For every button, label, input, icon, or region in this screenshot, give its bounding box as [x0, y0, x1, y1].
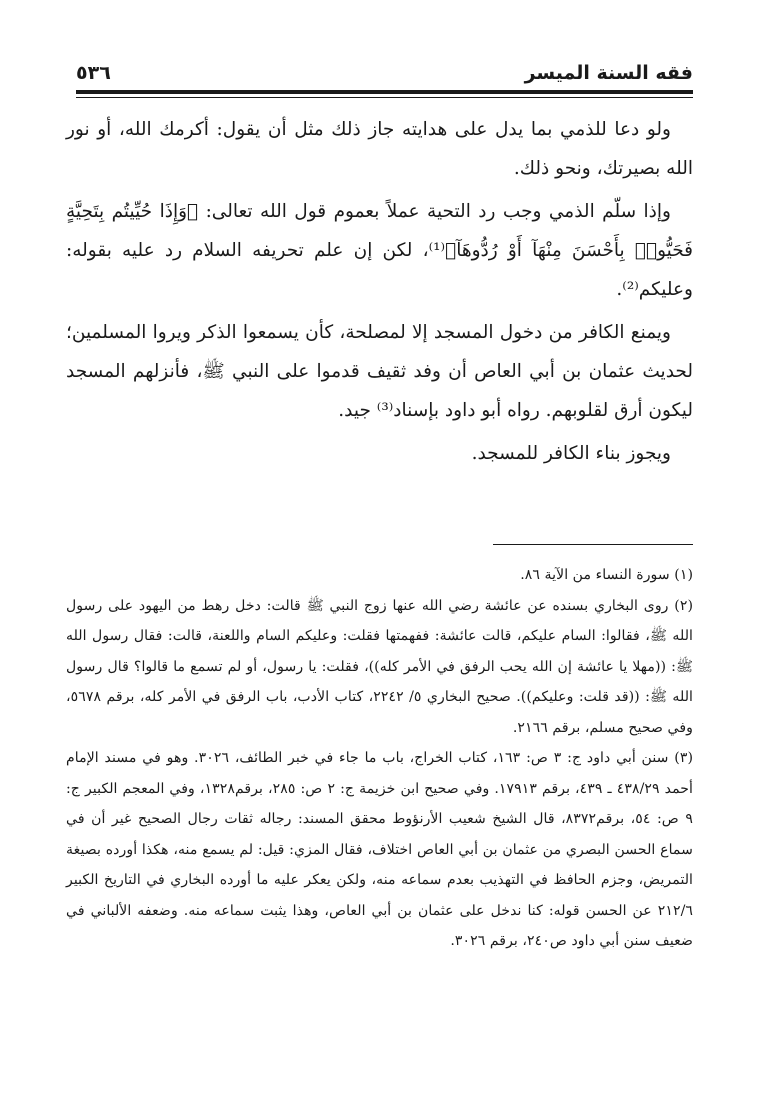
footnotes [66, 560, 693, 957]
header-rule-thick [76, 90, 693, 94]
paragraph: وإذا سلّم الذمي وجب رد التحية عملاً بعموم قول الله تعالى: ﴿وَإِذَا حُيِّيتُم بِتَحِيَّةٍ فَحَيُّوا۟ بِأَحْسَنَ مِنْهَآ أَوْ رُدُّوهَآ﴾⁽¹⁾، لكن إن علم تحريفه السلام رد عليه بقوله: وعليكم⁽²⁾. [66, 201, 693, 300]
header-rule-thin [76, 97, 693, 98]
paragraph: ويجوز بناء الكافر للمسجد. [471, 443, 671, 464]
paragraph: ولو دعا للذمي بما يدل على هدايته جاز ذلك مثل أن يقول: أكرمك الله، أو نور الله بصيرتك، ونحو ذلك. [66, 119, 693, 179]
footnote: (٢) روى البخاري بسنده عن عائشة رضي الله عنها زوج النبي ﷺ قالت: دخل رهط من اليهود على رسول الله ﷺ، فقالوا: السام عليكم، قالت عائشة: ففهمتها فقلت: وعليكم السام واللعنة، قالت: فقال رسول الله ﷺ: ((مهلا يا عائشة إن الله يحب الرفق في الأمر كله))، فقلت: يا رسول، أو لم تسمع ما قالوا؟ قال رسول الله ﷺ: ((قد قلت: وعليكم)). صحيح البخاري ٥/ ٢٢٤٢، كتاب الأدب، باب الرفق في الأمر كله، برقم ٥٦٧٨، وفي صحيح مسلم، برقم ٢١٦٦. [66, 597, 693, 736]
page-number: ٥٣٦ [76, 62, 111, 84]
footnote: (٣) سنن أبي داود ج: ٣ ص: ١٦٣، كتاب الخراج، باب ما جاء في خبر الطائف، ٣٠٢٦. وهو في مسند الإمام أحمد ٤٣٨/٢٩ ـ ٤٣٩، برقم ١٧٩١٣. وفي صحيح ابن خزيمة ج: ٢ ص: ٢٨٥، برقم١٣٢٨، وفي المعجم الكبير ج: ٩ ص: ٥٤، برقم٨٣٧٢، قال الشيخ شعيب الأرنؤوط محقق المسند: رجاله ثقات رجال الصحيح غير أن في سماع الحسن البصري من عثمان بن أبي العاص اختلاف، فقال المزي: قيل: لم يسمع منه، هكذا أورده بصيغة التمريض، وجزم الحافظ في التهذيب بعدم سماعه منه، ولكن يعكر عليه ما أورده البخاري في التاريخ الكبير ٢١٢/٦ عن الحسن قوله: كنا ندخل على عثمان بن أبي العاص، وهذا يثبت سماعه منه. وضعفه الألباني في ضعيف سنن أبي داود ص٢٤٠، برقم ٣٠٢٦. [66, 750, 693, 949]
paragraph: ويمنع الكافر من دخول المسجد إلا لمصلحة، كأن يسمعوا الذكر ويروا المسلمين؛ لحديث عثمان بن أبي العاص أن وفد ثقيف قدموا على النبي ﷺ، فأنزلهم المسجد ليكون أرق لقلوبهم. رواه أبو داود بإسناد⁽³⁾ جيد. [66, 322, 693, 421]
footnote: (١) سورة النساء من الآية ٨٦. [520, 567, 693, 583]
footnote-separator [493, 544, 693, 545]
main-text [66, 110, 693, 477]
book-title: فقه السنة الميسر [524, 62, 693, 84]
page-header [76, 58, 693, 90]
